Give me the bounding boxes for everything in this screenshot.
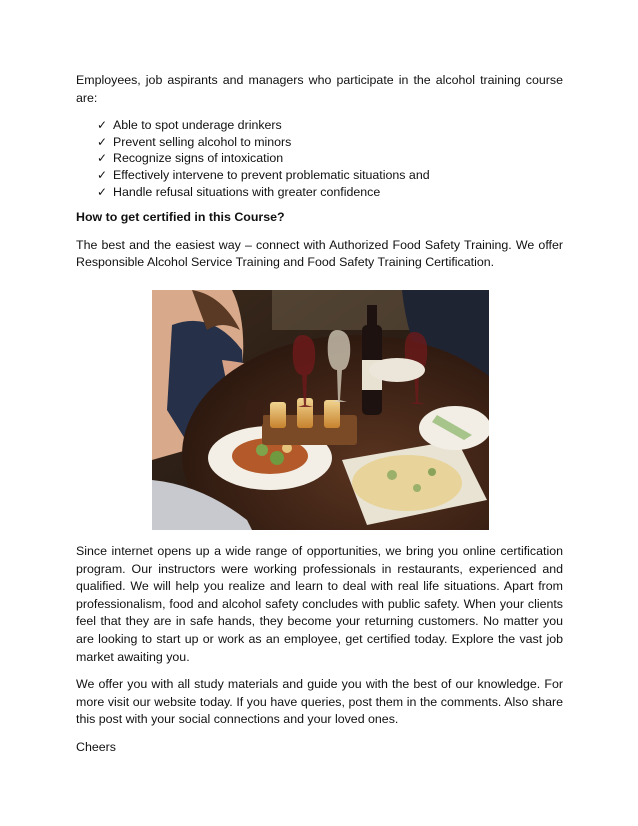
checkmark-icon: ✓: [97, 118, 108, 133]
checkmark-icon: ✓: [97, 184, 108, 199]
document-page: [76, 72, 563, 756]
checkmark-icon: ✓: [97, 167, 108, 182]
benefits-checklist: [76, 117, 563, 200]
certify-paragraph: The best and the easiest way – connect with Authorized Food Safety Training. We offer Responsible Alcohol Service Training and Food Safety Training Certification.: [76, 237, 563, 270]
offer-paragraph: We offer you with all study materials and guide you with the best of our knowledge. For more visit our website today. If you have queries, post them in the comments. Also share this post with your social connections and your loved ones.: [76, 677, 563, 727]
list-item: [97, 150, 563, 167]
list-item: [97, 184, 563, 201]
closing-text: Cheers: [76, 739, 116, 754]
internet-paragraph: Since internet opens up a wide range of opportunities, we bring you online certification program. Our instructors were working professionals in restaurants, experienced and qualified. We will help you realize and learn to deal with real life situations. Apart from professionalism, food and alcohol safety concludes with public safety. When your clients feel that they are in safe hands, they become your returning customers. No matter you are looking to start up or work as an employee, get certified today. Explore the vast job market awaiting you.: [76, 543, 563, 664]
intro-paragraph: Employees, job aspirants and managers who participate in the alcohol training course are:: [76, 73, 563, 105]
list-item-text: Able to spot underage drinkers: [113, 118, 282, 133]
list-item: [97, 167, 563, 184]
list-item-text: Handle refusal situations with greater confidence: [113, 184, 381, 199]
checkmark-icon: ✓: [97, 151, 108, 166]
list-item-text: Recognize signs of intoxication: [113, 151, 284, 166]
checkmark-icon: ✓: [97, 134, 108, 149]
section-heading: How to get certified in this Course?: [76, 210, 285, 225]
list-item-text: Prevent selling alcohol to minors: [113, 134, 292, 149]
list-item-text: Effectively intervene to prevent problematic situations and: [113, 167, 430, 182]
restaurant-photo: [152, 290, 489, 530]
list-item: [97, 134, 563, 151]
list-item: [97, 117, 563, 134]
